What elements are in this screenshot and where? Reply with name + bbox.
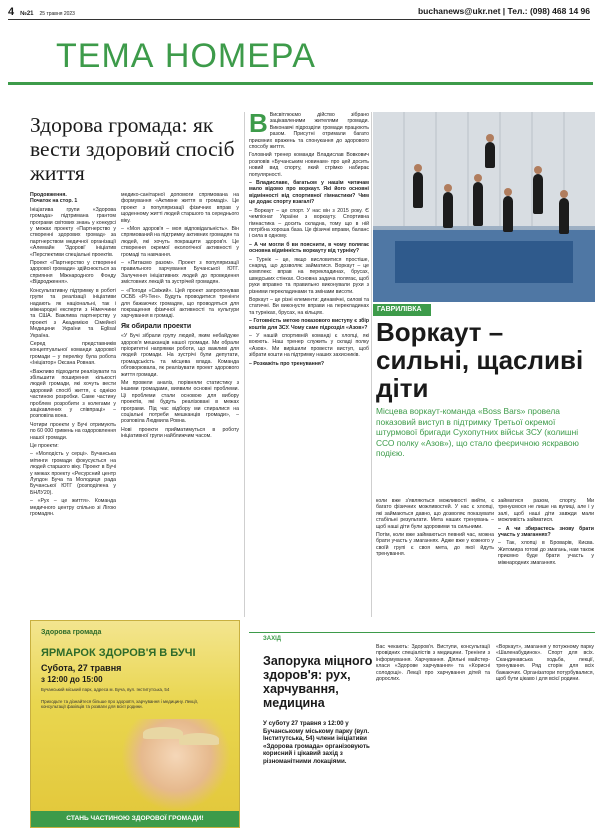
paragraph: «Важливо підходити реалізувати та збільшити поширення кількості людей громади, які хочуть вести здоровий спосіб життя, є однією частиною розробки. Саме частину проблем розробити з колегами у зацікавлених у співпраці» – розповіла вона. bbox=[30, 368, 116, 420]
ad-time: з 12:00 до 15:00 bbox=[41, 675, 103, 684]
interview-question: – А чи могли б ви пояснити, в чому полягає основна відмінність воркауту від турніку? bbox=[249, 241, 369, 255]
paragraph: – «Рух – це життя». Команда медичного центру спільно зі Лігою громадян. bbox=[30, 498, 116, 518]
ad-date: Субота, 27 травня bbox=[41, 663, 122, 673]
interview-answer: – Так, хлопці в Броварів, Києва. Житомира готові до змагань, нам також приємно буде брати участь у міжнародних змаганнях. bbox=[498, 540, 594, 566]
article1-column1 bbox=[30, 192, 116, 520]
interview-question: – А чи збираєтесь знову брати участь у змаганнях? bbox=[498, 525, 594, 539]
page-header-left bbox=[8, 6, 75, 18]
article3-column1: Вас чекають: Здоров'я. Виступи, консультації провідних спеціалістів з медицини. Тренінги з інформування. Харчування. Діяльні майстер-класи «Здорове харчування» та «Корисні солодощі». Лекції про харчування дітей та дорослих. bbox=[376, 644, 490, 683]
paragraph: – «Молодість у серці». Бучанська мітинги громади фокусується на людей старшого віку. Проект в Бучі у межах проекту «Ресурсний центр Лупдон Буча та Молодиця рада Бучанської ЮТГ (розподілена у БНЛУ20). bbox=[30, 451, 116, 496]
article3-column2: «Воркаут», змагання у потужному парку «Шаленабудинок». Спорт для всіх. Скандинавська ходьба, лекції, тренування. Ряд сторін для всіх бажаючих. Організатори потурбувалися, щоб бути цікаво і для всієї родини. bbox=[496, 644, 594, 683]
article1-headline: Здорова громада: як вести здоровий спосіб життя bbox=[30, 113, 235, 185]
ad-logo: Здорова громада bbox=[41, 629, 102, 636]
paragraph: Проект «Партнерство у створенні здорової громади» здійснюється за сприяння Міжнародного Фонду «Відродження». bbox=[30, 260, 116, 286]
column-divider bbox=[371, 112, 372, 617]
issue-number: №21 bbox=[20, 11, 34, 17]
paragraph: Ініціатива групи «Здорова громада» підтримана грантом програми світових знань у конкурсі у межах проекту «Партнерство у створенні здорових громад» за партнерством медичної організації «Алемайн 'Здорові' ініціатив «Перспективи спеціальні проектів. bbox=[30, 206, 116, 258]
interview-question: – Розкажіть про тренування? bbox=[249, 360, 325, 367]
section-title: ТЕМА НОМЕРА bbox=[56, 37, 316, 75]
column-divider bbox=[244, 112, 245, 617]
issue-date: 25 травня 2023 bbox=[39, 11, 75, 17]
subheading: Як обирали проекти bbox=[121, 322, 192, 330]
paragraph: коли вже з'являються можливості вийти, є багато фізичних можливостей. У нас є хлопці, які займаються давно, що дозволяє показувати стабільні результати. Мета наших тренувань – щоб наші діти були здоровими та сильними. bbox=[376, 498, 494, 530]
interview-answer: – Турнік – це, якщо висловитися простіше, снаряд, що дозволяє займатися. Воркаут – це комплекс вправ на перекладинах, брусах, шведських стінках. Основна задача полягає, щоб руки вправно та правильно виконували рухи з різними перекладинами та змінами висоти. bbox=[249, 256, 369, 295]
article2-lead: Місцева воркаут-команда «Boss Bars» провела показовий виступ в підтримку Третьої окремої штурмової бригади Сухопутних військ ЗСУ (колишні ССО полку «Азов»), що стало феєричною яскравою подією. bbox=[376, 406, 579, 458]
paragraph: Ми провели аналіз, порівняли статистику з іншими громадами, виявили основні проблеми. Ці проблеми стали основою для вибору проектів, які будуть реалізовані в межах програми. Під час відбору ми спиралися на соціальні потреби мешканців громади», – розповіла Людмила Ровна. bbox=[121, 379, 239, 425]
ad-slogan: СТАНЬ ЧАСТИНОЮ ЗДОРОВОЇ ГРОМАДИ! bbox=[31, 811, 239, 827]
article1-column2 bbox=[121, 192, 239, 442]
section-divider bbox=[8, 82, 593, 85]
paragraph: – «Питаємо разом». Проект з популяризації правильного харчування Бучанської ЮТГ. Залучення ініціативних людей до проведення змістовних лекцій та зустрічей громадян. bbox=[121, 260, 239, 286]
interview-question: – Владиславе, багатьом у нашім читачам мало відомо про воркаут. Які його основні відмінності від спортивної гімнастики? Чим це додає спорту взагалі? bbox=[249, 180, 369, 206]
interview-answer: – У нашій спортивній команді є хлопці, які воюють. Наш тренер служить у складі полку «Азов». Ми вирішили провести виступ, щоб зібрати кошти на підтримку наших захисників. bbox=[249, 333, 369, 359]
ad-title: ЯРМАРОК ЗДОРОВ'Я В БУЧІ bbox=[41, 647, 196, 659]
section-label-gavrylivka: ГАВРИЛІВКА bbox=[373, 304, 431, 316]
paragraph: Головний тренер команди Владислав Вовкович розповів «Бучанським новинам» про цей досить новий вид спорту, який стрімко набирає популярності. bbox=[249, 152, 369, 178]
paragraph: Це проекти: bbox=[30, 443, 59, 450]
continuation-start: Початок на стор. 1 bbox=[30, 198, 78, 205]
paragraph: – «Моя здоров'я – моя відповідальність». Він спрямований на підтримку активних громадян та людей, які хочуть покращити здоров'я. Це створення окремої екологічної активності у громаді та навчання. bbox=[121, 226, 239, 258]
ad-location: Бучанський міський парк, адреса м. Буча, вул. Інститутська, 54 bbox=[41, 687, 170, 692]
workout-photo bbox=[373, 112, 595, 302]
article3-lead: У суботу 27 травня з 12:00 у Бучанському міському парку (вул. Інститутська, 54) члени ініціативи «Здорова громада» організовують корисний і цікавий захід з різноманітними локаціями. bbox=[263, 720, 370, 765]
paragraph: «У Бучі зібрали групу людей, яким небайдуже здоров'я мешканців нашої громади. Ми обрали пріоритетні напрямки роботи, що важливі для людей громади. На зустрічі були депутати, громадськість та місцева влада. Команда обговорювала, як реалізувати проект здорового життя громади. bbox=[121, 333, 239, 378]
paragraph: – «Погоди «Свіжий». Цей проект запропонував ОСББ «Рі-Тен». Будуть проводитися тренінги для бажаючих громадян, що проводяться для покращення фізичної активності та культури харчування в громаді. bbox=[121, 287, 239, 320]
article3-divider bbox=[249, 632, 595, 633]
paragraph: Консультативну підтримку в роботі групи та реалізації ініціативи надають як національні, так і міжнародні експерти з Німеччини та США. Важлива партнерству у проекті з Академією Сімейної Медицини України та Eglisal Україна. bbox=[30, 287, 116, 339]
article3-headline: Запорука міцного здоров'я: рух, харчування, медицина bbox=[263, 654, 373, 710]
paragraph: Нові проекти прийматимуться в роботу ініціативної групи найближчим часом. bbox=[121, 426, 239, 440]
interview-answer: Воркаут – це різні елементи: динамічні, силові та статичні. Ви виконуєте вправи на перекладинах та турніках, брусах, на кільцях. bbox=[249, 296, 369, 316]
section-label-event: ЗАХІД bbox=[263, 636, 282, 642]
page-number: 4 bbox=[8, 6, 15, 18]
paragraph: медико-санітарної допомоги спрямована на формування «Активне життя в громаді». Це проект з популяризації фізичних вправ у щоденному житті людей старшого та середнього віку. bbox=[121, 192, 239, 224]
couple-image bbox=[121, 719, 231, 811]
drop-cap: В bbox=[249, 108, 268, 138]
article2-column2 bbox=[498, 498, 594, 568]
interview-answer: – Воркаут – це спорт. У нас він з 2015 року. Є чемпіонат України з воркауту. Спортивна гімнастика – досить складна, тому що в ній потрібна хороша база. Це фізичні вправи, баланс і сила в одному. bbox=[249, 207, 369, 240]
header-divider bbox=[8, 19, 590, 20]
continuation-label: Продовження. bbox=[30, 192, 67, 198]
interview-question: – Готовність метою показового виступу є збір коштів для ЗСУ. Чому саме підрозділ «Азов»? bbox=[249, 318, 369, 331]
paragraph: Чотири проекти у Бучі отримують по 60 000 гривень на оздоровлення нашої громади. bbox=[30, 421, 116, 441]
paragraph: Висвітлюємо дійство зібрано зацікавленими жителями громади. Виконавчі підрозділи громади працюють разом. Присутні отримали багато приємних вражень та спонукання до здорового способу життя. bbox=[249, 112, 369, 151]
article2-headline: Воркаут – сильні, щасливі діти bbox=[376, 317, 584, 403]
paragraph: займатися разом, спорту. Ми тренуємося не лише на вулиці, але і у залі, щоб наші діти завжди мали можливість займатися. bbox=[498, 498, 594, 524]
article1-column3 bbox=[249, 108, 369, 369]
paragraph: Серед представників концептуальної команди здорової громади – у переліку була робота «Ініціатор» Оксана Ровная. bbox=[30, 340, 116, 367]
health-fair-advertisement bbox=[30, 620, 240, 828]
ad-description: Приходьте та дізнайтеся більше про здоров'я, харчування і медицину. Лекції, консультації фахівців та розваги для всієї родини. bbox=[41, 699, 199, 710]
contacts: buchanews@ukr.net | Тел.: (098) 468 14 96 bbox=[417, 6, 590, 16]
paragraph: Потім, коли вже займаються певний час, можна брати участь у змаганнях. Адже вже у кожного у своїй групі є своя мета, до якої йдуть тренування. bbox=[376, 532, 494, 558]
article2-column1 bbox=[376, 498, 494, 560]
